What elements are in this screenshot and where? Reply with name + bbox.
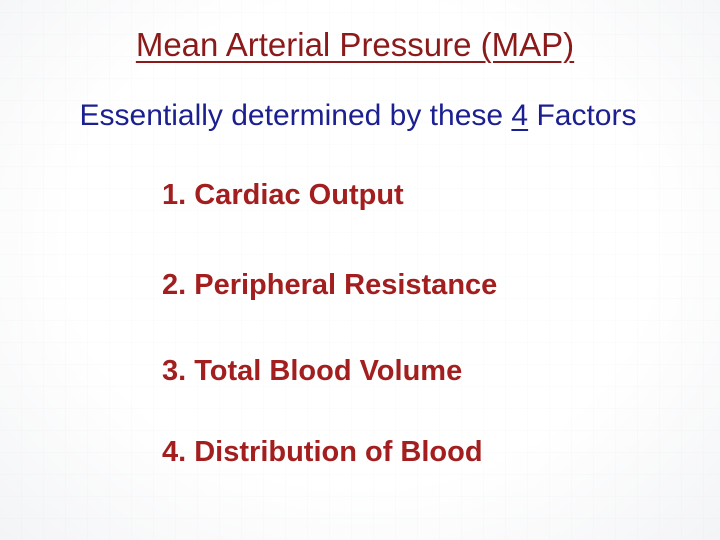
- subtitle-prefix: Essentially determined by these: [79, 99, 512, 132]
- factor-item-cardiac-output: 1. Cardiac Output: [162, 179, 404, 211]
- slide-subtitle: [0, 92, 716, 140]
- subtitle-suffix: Factors: [528, 99, 637, 132]
- slide-title: Mean Arterial Pressure (MAP): [135, 26, 575, 63]
- factor-item-peripheral-resistance: 2. Peripheral Resistance: [162, 269, 498, 301]
- factor-count: 4: [511, 99, 529, 132]
- factor-item-total-blood-volume: 3. Total Blood Volume: [162, 355, 463, 387]
- factor-item-distribution-of-blood: 4. Distribution of Blood: [162, 436, 483, 468]
